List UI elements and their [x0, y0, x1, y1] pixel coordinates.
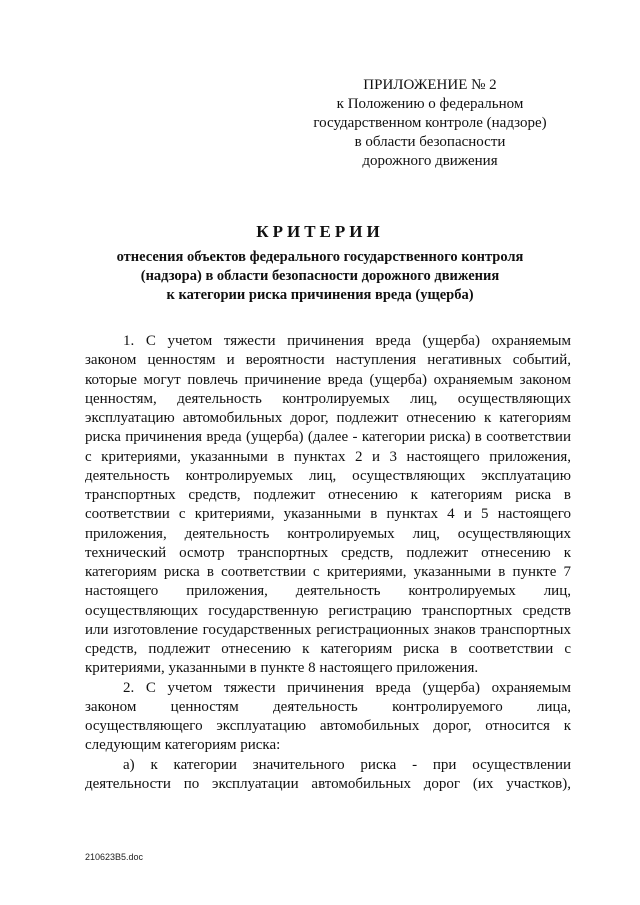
annex-line: государственном контроле (надзоре)	[313, 115, 547, 131]
body-line: риска причинения вреда (ущерба) (далее - категории риска) в соответствии	[85, 429, 571, 446]
document-title: КРИТЕРИИ	[256, 222, 384, 241]
body-line: которые могут повлечь причинение вреда (ущерба) охраняемым законом	[85, 371, 571, 388]
body-line: законом ценностям и вероятности наступления негативных событий,	[85, 352, 571, 369]
subtitle-line: отнесения объектов федерального государственного контроля	[116, 249, 524, 265]
body-line: критериями, указанными в пункте 8 настоящего приложения.	[85, 660, 479, 677]
body-line: следующим категориям риска:	[85, 737, 281, 754]
body-line: технический осмотр транспортных средств, подлежит отнесению к	[85, 544, 571, 561]
body-line: с критериями, указанными в пунктах 2 и 3 настоящего приложения,	[85, 448, 571, 465]
body-line: осуществляющего эксплуатацию автомобильных дорог, относится к	[85, 718, 571, 734]
body-line: соответствии с критериями, указанными в пунктах 4 и 5 настоящего	[85, 506, 571, 523]
body-line: 1. С учетом тяжести причинения вреда (ущерба) охраняемым	[123, 333, 571, 349]
body-line: приложения, деятельность контролируемых лиц, осуществляющих	[85, 525, 571, 542]
annex-line: ПРИЛОЖЕНИЕ № 2	[363, 77, 497, 93]
body-line: 2. С учетом тяжести причинения вреда (ущерба) охраняемым	[123, 679, 571, 696]
body-line: транспортных средств, подлежит отнесению к категориям риска в	[85, 487, 571, 503]
body-line: деятельность контролируемых лиц, осуществляющих эксплуатацию	[85, 467, 571, 484]
annex-line: к Положению о федеральном	[336, 96, 524, 112]
body-line: средств, подлежит отнесению к категориям риска в соответствии с	[85, 641, 571, 657]
body-line: законом ценностям деятельность контролируемого лица,	[85, 698, 571, 715]
annex-line: дорожного движения	[362, 153, 498, 169]
body-line: деятельности по эксплуатации автомобильных дорог (их участков),	[85, 775, 571, 792]
body-line: ценностям, деятельность контролируемых лиц, осуществляющих	[85, 390, 571, 407]
body-line: осуществляющих государственную регистрацию транспортных средств	[85, 602, 571, 619]
document-subtitle	[60, 248, 580, 305]
body-line: а) к категории значительного риска - при осуществлении	[123, 756, 571, 773]
annex-header	[300, 76, 560, 171]
file-name-footer: 210623B5.doc	[85, 852, 144, 862]
body-line: эксплуатацию автомобильных дорог, подлежит отнесению к категориям	[85, 410, 571, 426]
body-line: или изготовление государственных регистрационных знаков транспортных	[85, 621, 571, 638]
body-line: категориям риска в соответствии с критериями, указанными в пункте 7	[85, 564, 571, 580]
body-line: настоящего приложения, деятельность контролируемых лиц,	[85, 583, 571, 600]
document-body	[85, 332, 571, 794]
subtitle-line: к категории риска причинения вреда (ущерба)	[166, 287, 474, 303]
subtitle-line: (надзора) в области безопасности дорожного движения	[140, 268, 500, 284]
annex-line: в области безопасности	[354, 134, 506, 150]
